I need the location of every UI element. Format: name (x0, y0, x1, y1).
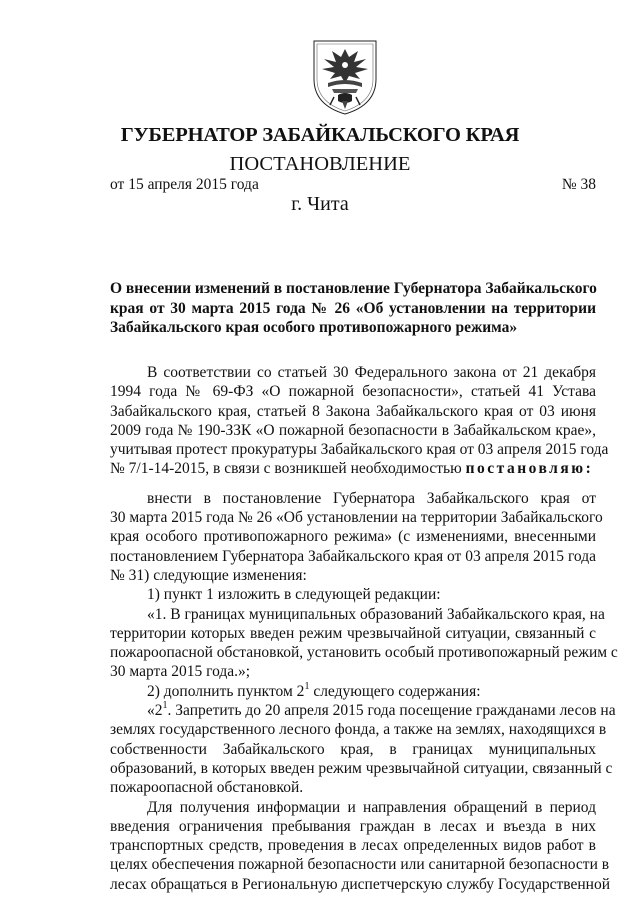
preamble-paragraph (110, 363, 609, 479)
text-line: лесах обращаться в Региональную диспетчерскую службу Государственной (110, 875, 610, 893)
text-line: землях государственного лесного фонда, а также на землях, находящихся в (110, 721, 607, 739)
title-line: края от 30 марта 2015 года № 26 «Об установлении на территории (110, 299, 596, 317)
item-1-intro: 1) пункт 1 изложить в следующей редакции: (147, 586, 441, 604)
text-line (110, 699, 616, 720)
superscript: 1 (304, 680, 310, 692)
item-2-intro (110, 682, 596, 701)
document-number: № 38 (561, 176, 596, 193)
text-fragment: . Запретить до 20 апреля 2015 года посещение гражданами лесов на (167, 702, 616, 720)
text-line: Для получения информации и направления обращений в период (147, 798, 596, 816)
document-body (110, 363, 618, 894)
text-line: постановлением Губернатора Забайкальского края от 03 апреля 2015 года (110, 547, 596, 565)
authority-heading: ГУБЕРНАТОР ЗАБАЙКАЛЬСКОГО КРАЯ (120, 124, 520, 146)
text-line: территории которых введен режим чрезвычайной ситуации, связанный с (110, 624, 596, 642)
text-line: № 31) следующие изменения: (110, 566, 307, 584)
text-line: пожароопасной обстановкой. (110, 779, 304, 797)
text-line (110, 459, 596, 478)
text-line: внести в постановление Губернатора Забайкальского края от (147, 489, 596, 507)
info-paragraph (110, 798, 610, 894)
text-line: собственности Забайкальского края, в границах муниципальных (110, 740, 596, 758)
superscript: 1 (162, 699, 168, 711)
document-date: от 15 апреля 2015 года (110, 176, 259, 193)
text-line: введения ограничения пребывания граждан в лесах и въезда в них (110, 817, 596, 835)
document-type-heading: ПОСТАНОВЛЕНИЕ (229, 153, 411, 175)
document-city: г. Чита (291, 193, 349, 215)
text-line: 1994 года № 69-ФЗ «О пожарной безопасности», статьей 41 Устава (110, 383, 596, 401)
title-line: Забайкальского края особого противопожарного режима» (110, 319, 518, 336)
text-line: целях обеспечения пожарной безопасности или санитарной безопасности в (110, 856, 610, 874)
text-line: Забайкальского края, статьей 8 Закона Забайкальского края от 03 июня (110, 402, 596, 420)
text-line: края особого противопожарного режима» (с изменениями, внесенными (110, 528, 596, 546)
text-line: учитывая протест прокуратуры Забайкальского края от 03 апреля 2015 года (110, 441, 609, 459)
coat-of-arms-emblem (308, 35, 382, 117)
text-fragment: следующего содержания: (309, 682, 481, 700)
title-line: О внесении изменений в постановление Губернатора Забайкальского (110, 280, 597, 297)
text-line: 2009 года № 190-ЗЗК «О пожарной безопасности в Забайкальском крае», (110, 421, 596, 439)
text-line: образований, в которых введен режим чрезвычайной ситуации, связанный с (110, 759, 613, 777)
text-line: В соответствии со статьей 30 Федерального закона от 21 декабря (147, 364, 596, 381)
text-fragment: 2) дополнить пунктом 2 (147, 682, 305, 700)
text-line: 30 марта 2015 года № 26 «Об установлении на территории Забайкальского (110, 509, 603, 527)
item-1 (110, 585, 618, 681)
text-fragment: «2 (147, 702, 163, 720)
text-fragment: № 7/1-14-2015, в связи с возникшей необходимостью (110, 460, 466, 478)
text-line: пожароопасной обстановкой, установить особый противопожарный режим с (110, 644, 618, 662)
document-title (110, 279, 596, 338)
decree-word: постановляю: (465, 460, 594, 478)
amendment-paragraph (110, 489, 603, 585)
text-line: «1. В границах муниципальных образований Забайкальского края, на (147, 605, 605, 623)
item-2 (110, 680, 616, 798)
text-line: транспортных средств, проведения в лесах определенных видов работ в (110, 837, 596, 855)
text-line: 30 марта 2015 года.»; (110, 663, 251, 681)
